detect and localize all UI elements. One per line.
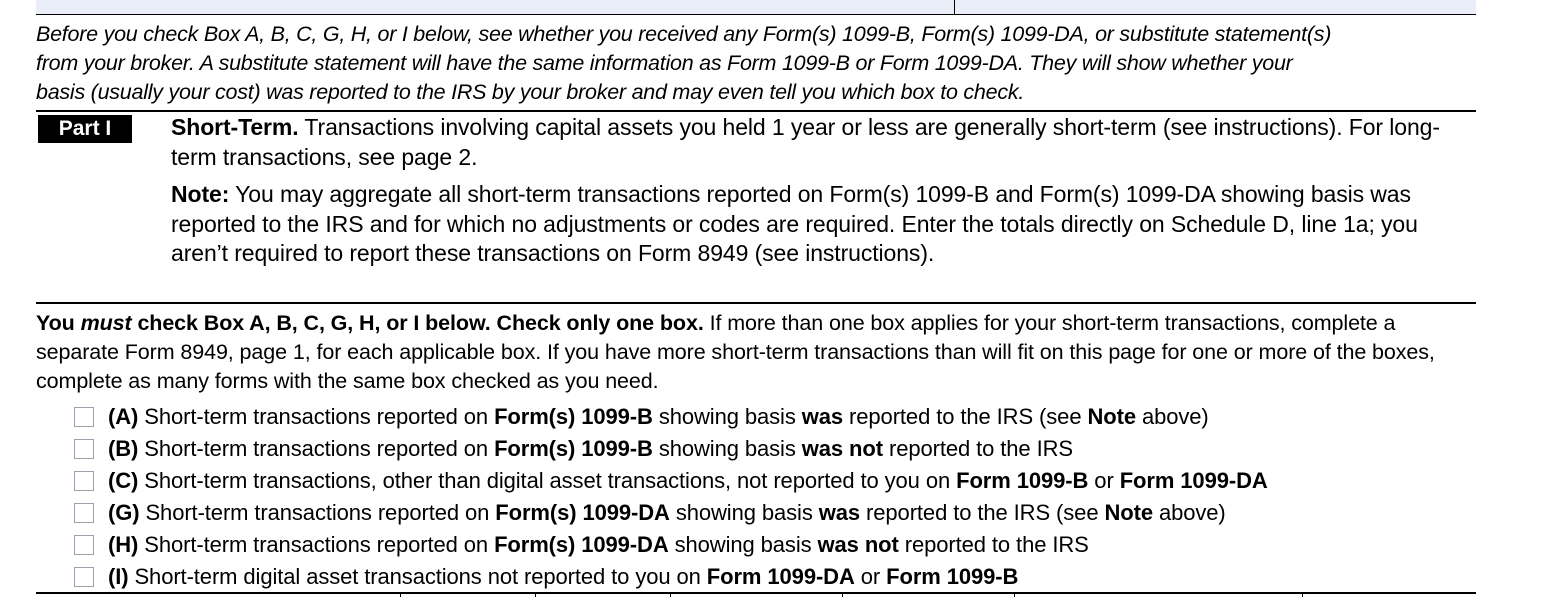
- box-row-i: [74, 561, 1474, 593]
- box-h-part: was not: [817, 532, 899, 557]
- table-top-rule: [36, 592, 1476, 594]
- checkbox-b[interactable]: [74, 439, 94, 459]
- checkbox-i[interactable]: [74, 567, 94, 587]
- column-divider: [842, 592, 843, 597]
- box-row-c: [74, 465, 1474, 497]
- box-a-part: Form(s) 1099-B: [494, 404, 653, 429]
- box-row-b: [74, 433, 1474, 465]
- box-b-part: Form(s) 1099-B: [494, 436, 653, 461]
- part-text: Transactions involving capital assets you held 1 year or less are generally short-term (see instructions). For long-term transactions, see page 2.: [171, 114, 1440, 170]
- box-a-part: reported to the IRS (see: [843, 404, 1088, 429]
- part-heading: Short-Term.: [171, 114, 299, 140]
- box-h-part: Form(s) 1099-DA: [494, 532, 669, 557]
- box-h-part: Short-term transactions reported on: [138, 532, 495, 557]
- column-divider: [1302, 592, 1303, 597]
- intro-instructions: [36, 20, 1476, 107]
- box-a-part: showing basis: [652, 404, 802, 429]
- box-g-part: above): [1152, 500, 1226, 525]
- column-divider: [535, 592, 536, 597]
- box-a-label: (A): [108, 404, 139, 429]
- part-description: [171, 113, 1461, 269]
- part-badge: Part I: [38, 115, 132, 143]
- box-a-part: above): [1135, 404, 1209, 429]
- part-intro-paragraph: [171, 113, 1461, 172]
- box-c-part: or: [1088, 468, 1120, 493]
- box-a-text: [108, 404, 1209, 430]
- box-row-g: [74, 497, 1474, 529]
- box-i-part: Form 1099-B: [886, 564, 1019, 589]
- part-note-paragraph: [171, 180, 1461, 269]
- box-h-label: (H): [108, 532, 139, 557]
- box-i-part: Short-term digital asset transactions not reported to you on: [128, 564, 707, 589]
- box-g-part: was: [818, 500, 861, 525]
- box-h-text: [108, 532, 1089, 558]
- previous-section-band: [36, 0, 1476, 15]
- band-divider: [954, 0, 955, 14]
- box-b-part: showing basis: [652, 436, 802, 461]
- box-g-part: Form(s) 1099-DA: [495, 500, 670, 525]
- box-a-part: was: [801, 404, 844, 429]
- section-rule-middle: [36, 302, 1476, 304]
- box-h-part: showing basis: [668, 532, 818, 557]
- box-row-h: [74, 529, 1474, 561]
- box-b-part: was not: [801, 436, 883, 461]
- box-b-part: Short-term transactions reported on: [138, 436, 495, 461]
- must-bold-italic: must: [80, 311, 132, 335]
- box-i-text: [108, 564, 1018, 590]
- checkbox-g[interactable]: [74, 503, 94, 523]
- must-check-instructions: [36, 309, 1476, 396]
- column-divider: [1014, 592, 1015, 597]
- box-g-label: (G): [108, 500, 140, 525]
- box-i-part: or: [854, 564, 887, 589]
- column-divider: [670, 592, 671, 597]
- box-g-part: showing basis: [669, 500, 819, 525]
- box-a-part: Short-term transactions reported on: [138, 404, 495, 429]
- box-c-label: (C): [108, 468, 139, 493]
- intro-line-2: from your broker. A substitute statement will have the same information as Form 1099-B or Form 1099-DA. They will show whether your: [36, 51, 1293, 75]
- box-b-text: [108, 436, 1073, 462]
- note-label: Note:: [171, 181, 230, 207]
- must-bold-2: check Box A, B, C, G, H, or I below. Check only one box.: [137, 311, 704, 335]
- box-a-part: Note: [1087, 404, 1136, 429]
- box-h-part: reported to the IRS: [898, 532, 1089, 557]
- box-g-part: reported to the IRS (see: [860, 500, 1105, 525]
- box-i-label: (I): [108, 564, 129, 589]
- box-c-part: Form 1099-B: [956, 468, 1089, 493]
- box-c-part: Short-term transactions, other than digital asset transactions, not reported to you on: [138, 468, 957, 493]
- box-g-part: Short-term transactions reported on: [139, 500, 496, 525]
- section-rule-top: [36, 110, 1476, 112]
- must-bold-1: You: [36, 311, 75, 335]
- box-b-part: reported to the IRS: [882, 436, 1073, 461]
- box-c-part: Form 1099-DA: [1119, 468, 1268, 493]
- box-i-part: Form 1099-DA: [706, 564, 855, 589]
- intro-line-1: Before you check Box A, B, C, G, H, or I below, see whether you received any Form(s) 1099-B, Form(s) 1099-DA, or substitute statement(s): [36, 22, 1332, 46]
- box-g-part: Note: [1104, 500, 1153, 525]
- checkbox-h[interactable]: [74, 535, 94, 555]
- intro-line-3: basis (usually your cost) was reported to the IRS by your broker and may even tell you which box to check.: [36, 80, 1025, 104]
- checkbox-a[interactable]: [74, 407, 94, 427]
- checkbox-list: [74, 401, 1474, 593]
- box-row-a: [74, 401, 1474, 433]
- checkbox-c[interactable]: [74, 471, 94, 491]
- column-divider: [400, 592, 401, 597]
- must-rest: If more than one box applies for your short-term transactions, complete a separate Form 8949, page 1, for each applicable box. If you have more short-term transactions than will fit on this page for one or more of the boxes, complete as many forms with the same box checked as you need.: [36, 311, 1435, 393]
- box-g-text: [108, 500, 1226, 526]
- note-text: You may aggregate all short-term transactions reported on Form(s) 1099-B and Form(s) 1099-DA showing basis was reported to the IRS and for which no adjustments or codes are required. Enter the totals directly on Schedule D, line 1a; you aren’t required to report these transactions on Form 8949 (see instructions).: [171, 181, 1418, 266]
- box-c-text: [108, 468, 1268, 494]
- box-b-label: (B): [108, 436, 139, 461]
